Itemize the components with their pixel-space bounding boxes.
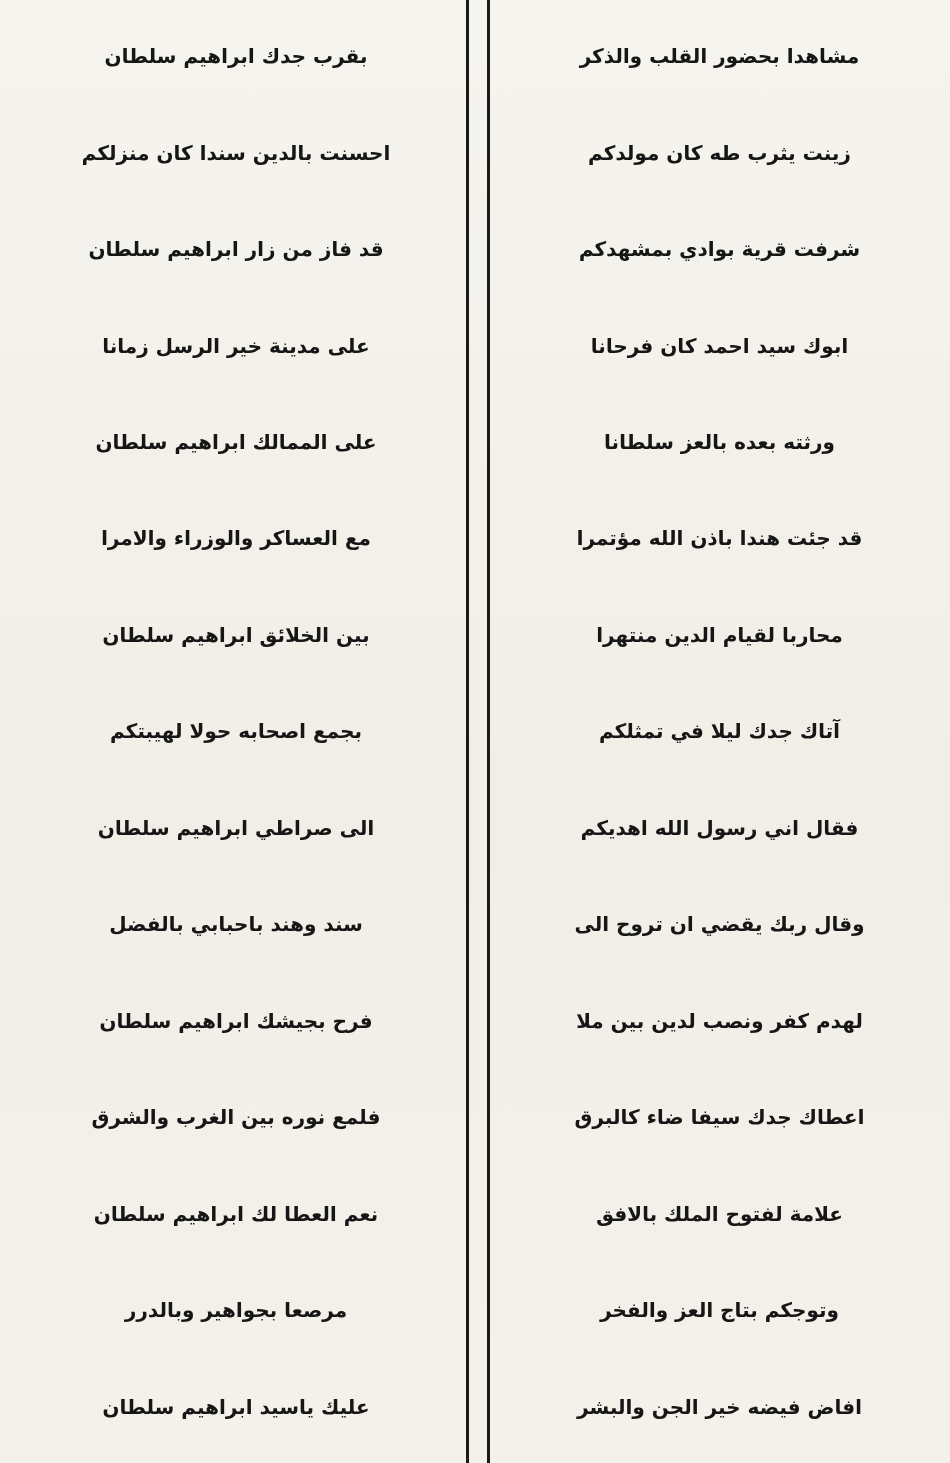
- verse-line: عليك ياسيد ابراهيم سلطان: [102, 1394, 370, 1419]
- verse-line: علامة لفتوح الملك بالافق: [596, 1201, 843, 1226]
- verse-line: الى صراطي ابراهيم سلطان: [97, 815, 375, 840]
- verse-line: فلمع نوره بين الغرب والشرق: [91, 1105, 381, 1130]
- verse-line: فرح بجيشك ابراهيم سلطان: [99, 1008, 373, 1033]
- verse-line: قد فاز من زار ابراهيم سلطان: [88, 237, 384, 262]
- verse-line: على الممالك ابراهيم سلطان: [95, 430, 377, 455]
- left-column: [10, 0, 462, 1463]
- verse-line: وقال ربك يقضي ان تروح الى: [574, 912, 865, 937]
- verse-line: فقال اني رسول الله اهديكم: [580, 815, 859, 840]
- verse-line: سند وهند باحبابي بالفضل: [109, 912, 363, 937]
- verse-line: مشاهدا بحضور القلب والذكر: [579, 44, 860, 69]
- verse-line: زينت يثرب طه كان مولدكم: [588, 140, 851, 165]
- verse-line: بين الخلائق ابراهيم سلطان: [102, 622, 370, 647]
- verse-line: مع العساكر والوزراء والامرا: [101, 526, 371, 551]
- verse-line: اعطاك جدك سيفا ضاء كالبرق: [574, 1105, 865, 1130]
- verse-line: لهدم كفر ونصب لدين بين ملا: [576, 1008, 863, 1033]
- verse-line: محاربا لقيام الدين منتهرا: [596, 622, 843, 647]
- column-divider-line: [487, 0, 490, 1463]
- verse-line: نعم العطا لك ابراهيم سلطان: [93, 1201, 379, 1226]
- verse-line: قد جئت هندا باذن الله مؤتمرا: [576, 526, 863, 551]
- verse-line: شرفت قرية بوادي بمشهدكم: [578, 237, 861, 262]
- verse-line: على مدينة خير الرسل زمانا: [102, 333, 370, 358]
- right-column: [497, 0, 942, 1463]
- verse-line: احسنت بالدين سندا كان منزلكم: [81, 140, 391, 165]
- verse-line: مرصعا بجواهير وبالدرر: [124, 1298, 348, 1323]
- verse-line: ابوك سيد احمد كان فرحانا: [590, 333, 849, 358]
- verse-line: آتاك جدك ليلا في تمثلكم: [598, 719, 841, 744]
- verse-line: بقرب جدك ابراهيم سلطان: [104, 44, 368, 69]
- verse-line: وتوجكم بتاج العز والفخر: [600, 1298, 839, 1323]
- verse-line: افاض فيضه خير الجن والبشر: [577, 1394, 862, 1419]
- column-divider-line: [466, 0, 469, 1463]
- verse-line: بجمع اصحابه حولا لهيبتكم: [110, 719, 362, 744]
- verse-line: ورثته بعده بالعز سلطانا: [604, 430, 835, 455]
